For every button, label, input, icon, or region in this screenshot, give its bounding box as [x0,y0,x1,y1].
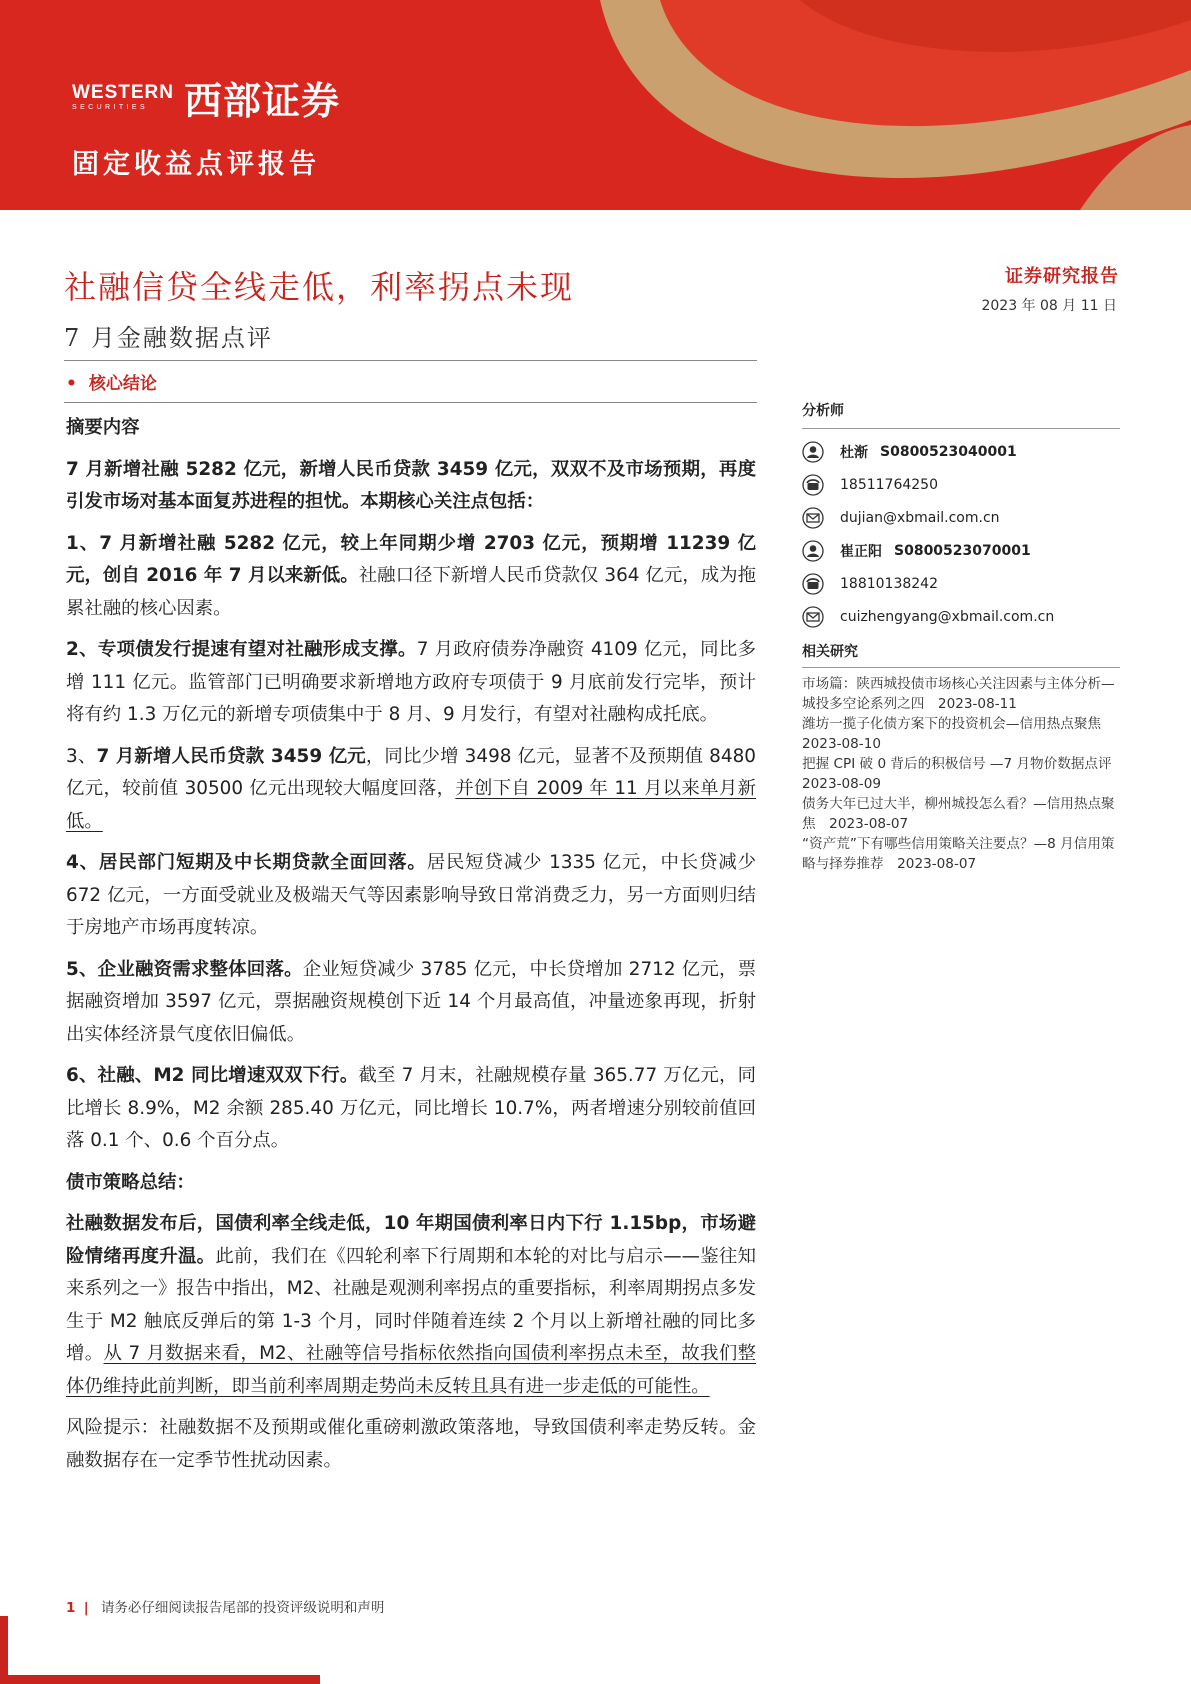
analyst-2-phone: 18810138242 [802,567,1120,600]
analyst-2-name: 崔正阳 S0800523070001 [802,534,1120,567]
related-research-label: 相关研究 [802,641,1120,668]
report-date: 2023 年 08 月 11 日 [981,298,1117,314]
corner-mark-vertical [0,1616,8,1684]
page-title: 社融信贷全线走低，利率拐点未现 [64,268,575,306]
person-icon [802,540,824,562]
point-3: 3、7 月新增人民币贷款 3459 亿元，同比少增 3498 亿元，显著不及预期值 8480 亿元，较前值 30500 亿元出现较大幅度回落，并创下自 2009 年 11 月以来单月新低。 [66,745,756,832]
related-research-list [802,674,1126,874]
footer-separator: | [83,1600,89,1616]
phone-icon [802,474,824,496]
related-item[interactable]: 债务大年已过大半，柳州城投怎么看？—信用热点聚焦 2023-08-07 [802,796,1115,832]
footer-disclaimer: 请务必仔细阅读报告尾部的投资评级说明和声明 [100,1600,385,1616]
sidebar [802,400,1126,874]
point-1: 1、7 月新增社融 5282 亿元，较上年同期少增 2703 亿元，预期增 11239 亿元，创自 2016 年 7 月以来新低。社融口径下新增人民币贷款仅 364 亿元，成为拖累社融的核心因素。 [66,532,756,619]
point-2: 2、专项债发行提速有望对社融形成支撑。7 月政府债券净融资 4109 亿元，同比多增 111 亿元。监管部门已明确要求新增地方政府专项债于 9 月底前发行完毕，预计将有约 1.3 万亿元的新增专项债集中于 8 月、9 月发行，有望对社融构成托底。 [66,639,756,725]
brand-english [72,83,174,112]
analyst-1-phone: 18511764250 [802,468,1120,501]
report-type: 固定收益点评报告 [72,149,320,180]
page-subtitle: 7 月金融数据点评 [64,324,273,352]
summary-body [66,412,756,1477]
header-banner [0,0,1191,210]
point-5: 5、企业融资需求整体回落。企业短贷减少 3785 亿元，中长贷增加 2712 亿元，票据融资增加 3597 亿元，票据融资规模创下近 14 个月最高值，冲量迹象再现，折射出实体经济景气度依旧偏低。 [66,958,756,1045]
page-number: 1 [66,1600,76,1616]
mail-icon [802,507,824,529]
person-icon [802,441,824,463]
page-footer [66,1596,384,1616]
strategy-summary: 社融数据发布后，国债利率全线走低，10 年期国债利率日内下行 1.15bp，市场避险情绪再度升温。此前，我们在《四轮利率下行周期和本轮的对比与启示——鉴往知来系列之一》报告中指出，M2、社融是观测利率拐点的重要指标，利率周期拐点多发生于 M2 触底反弹后的第 1-3 个月，同时伴随着连续 2 个月以上新增社融的同比多增。从 7 月数据来看，M2、社融等信号指标依然指向国债利率拐点未至，故我们整体仍维持此前判断，即当前利率周期走势尚未反转且具有进一步走低的可能性。 [66,1213,756,1397]
mail-icon [802,606,824,628]
risk-warning: 风险提示：社融数据不及预期或催化重磅刺激政策落地，导致国债利率走势反转。金融数据存在一定季节性扰动因素。 [66,1417,756,1471]
phone-icon [802,573,824,595]
brand-chinese: 西部证券 [184,79,341,123]
core-divider [64,402,757,403]
title-divider [64,360,757,361]
brand-logo [72,70,340,125]
analyst-1-email[interactable]: dujian@xbmail.com.cn [802,501,1120,534]
corner-mark-horizontal [0,1675,320,1684]
related-item[interactable]: 把握 CPI 破 0 背后的积极信号 —7 月物价数据点评 2023-08-09 [802,756,1126,792]
related-item[interactable]: 潍坊一揽子化债方案下的投资机会—信用热点聚焦 2023-08-10 [802,716,1115,752]
brand-en-sub: SECURITIES [72,104,149,111]
related-item[interactable]: 市场篇：陕西城投债市场核心关注因素与主体分析—城投多空论系列之四 2023-08-11 [802,676,1115,712]
strategy-heading: 债市策略总结： [66,1171,195,1193]
analyst-label: 分析师 [802,400,1120,429]
analyst-1-name: 杜渐 S0800523040001 [802,435,1120,468]
related-item[interactable]: “资产荒”下有哪些信用策略关注要点？—8 月信用策略与择券推荐 2023-08-07 [802,836,1115,872]
brand-en-text: WESTERN [72,82,174,103]
report-category: 证券研究报告 [1005,266,1119,287]
summary-intro: 7 月新增社融 5282 亿元，新增人民币贷款 3459 亿元，双双不及市场预期，再度引发市场对基本面复苏进程的担忧。本期核心关注点包括： [66,458,756,512]
summary-heading: 摘要内容 [66,417,140,438]
analyst-2-email[interactable]: cuizhengyang@xbmail.com.cn [802,600,1120,633]
point-6: 6、社融、M2 同比增速双双下行。截至 7 月末，社融规模存量 365.77 万亿元，同比增长 8.9%，M2 余额 285.40 万亿元，同比增长 10.7%，两者增速分别较前值回落 0.1 个、0.6 个百分点。 [66,1065,756,1151]
core-conclusion-label: • 核心结论 [66,374,157,394]
point-4: 4、居民部门短期及中长期贷款全面回落。居民短贷减少 1335 亿元，中长贷减少 672 亿元，一方面受就业及极端天气等因素影响导致日常消费乏力，另一方面则归结于房地产市场再度转凉。 [66,852,757,938]
